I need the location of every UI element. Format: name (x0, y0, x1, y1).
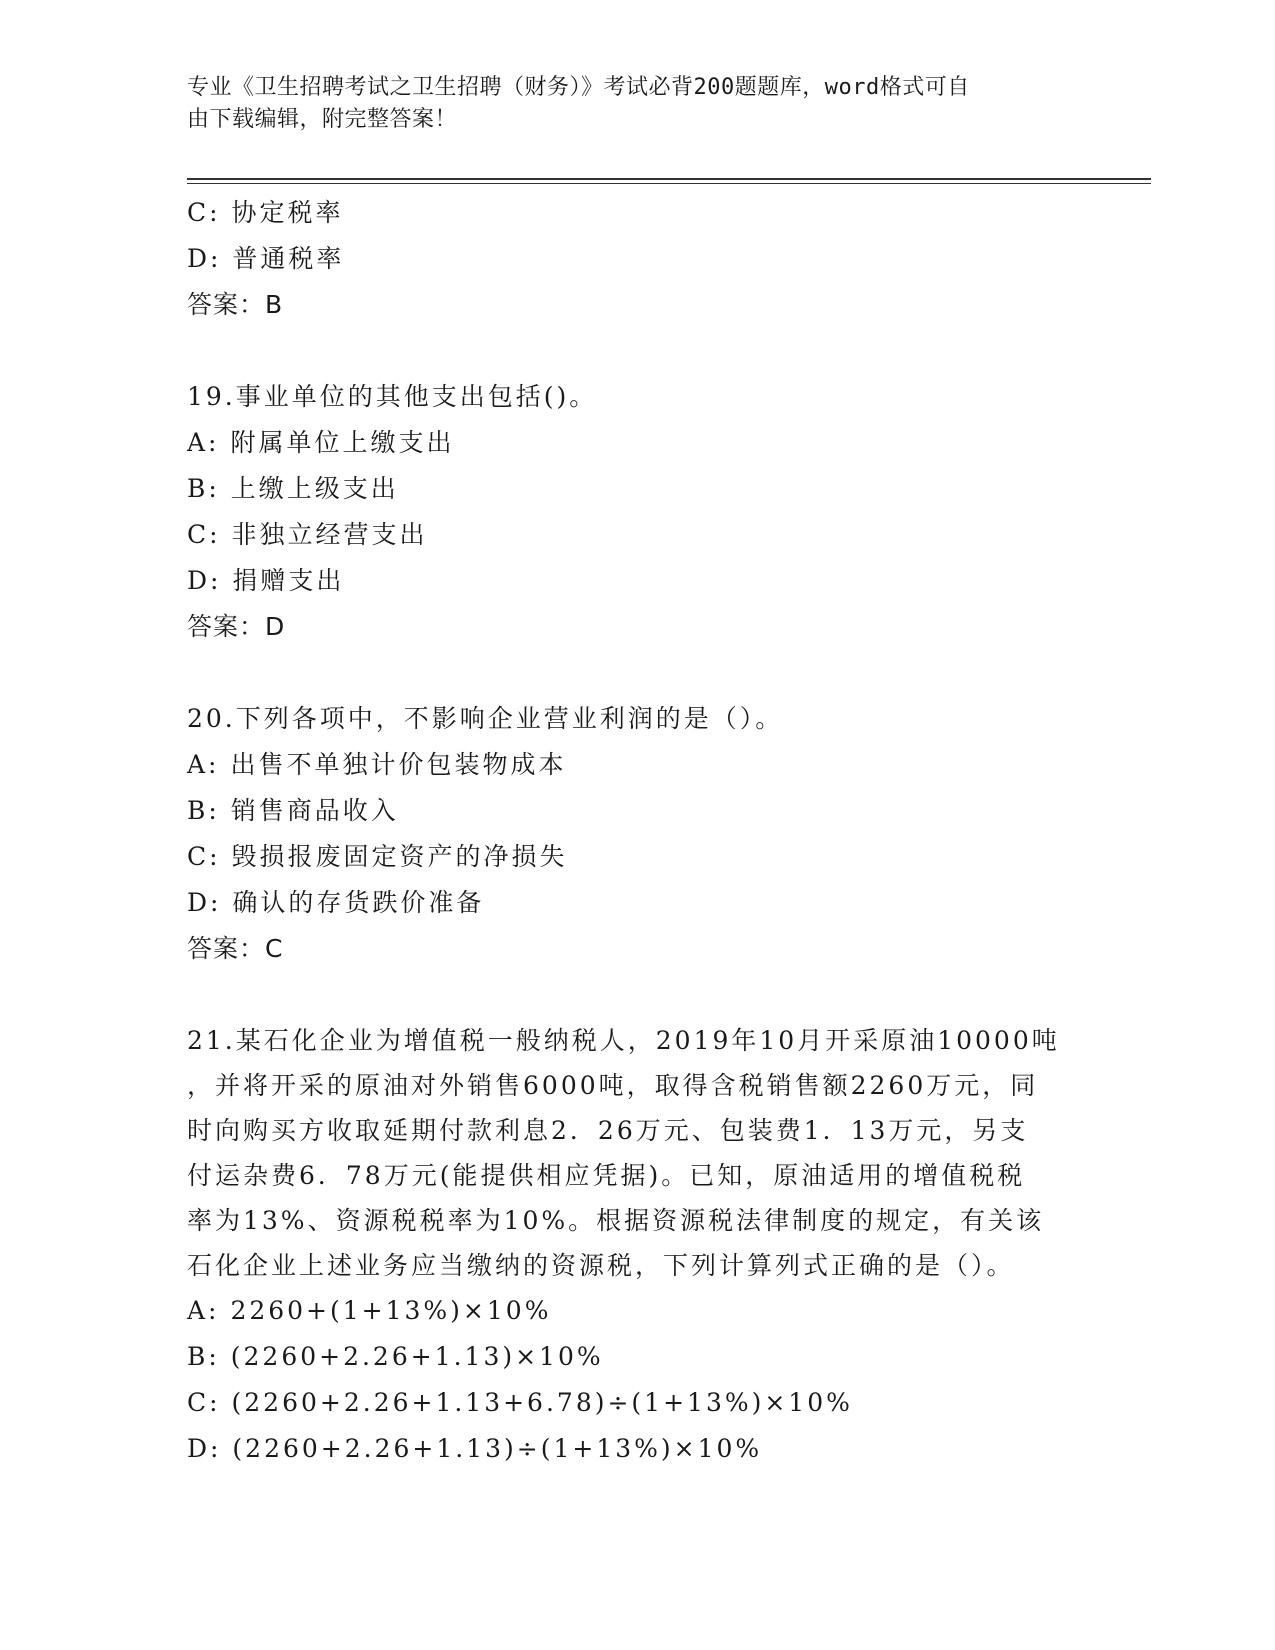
stem-line: 率为13%、资源税税率为10%。根据资源税法律制度的规定，有关该 (187, 1206, 1045, 1235)
question-19 (187, 374, 1077, 650)
stem-line: 时向购买方收取延期付款利息2．26万元、包装费1．13万元，另支 (187, 1116, 1029, 1145)
option-label: C: (187, 1388, 221, 1417)
option-label: D: (187, 1434, 222, 1463)
option-text: 2260+(1+13%)×10% (230, 1296, 552, 1325)
option-label: C: (187, 842, 221, 871)
option-c (187, 834, 1077, 880)
header-divider-thin (187, 183, 1151, 184)
option-label: D: (187, 244, 222, 273)
stem-line: 付运杂费6．78万元(能提供相应凭据)。已知，原油适用的增值税税 (187, 1161, 1026, 1190)
option-text: 捐赠支出 (232, 566, 345, 595)
spacer (187, 328, 1077, 374)
question-stem: 19.事业单位的其他支出包括()。 (187, 382, 598, 411)
option-text: (2260+2.26+1.13)×10% (230, 1342, 604, 1371)
stem-line: ，并将开采的原油对外销售6000吨，取得含税销售额2260万元，同 (187, 1071, 1039, 1100)
option-b (187, 1334, 1077, 1380)
option-label: D: (187, 888, 222, 917)
option-text: 确认的存货跌价准备 (232, 888, 485, 917)
option-label: D: (187, 566, 222, 595)
question-21 (187, 1018, 1077, 1472)
spacer (187, 650, 1077, 696)
option-text: 毁损报废固定资产的净损失 (231, 842, 568, 871)
option-text: 普通税率 (232, 244, 345, 273)
document-header (187, 72, 1067, 136)
answer-line: 答案：B (187, 290, 284, 319)
stem-line: 石化企业上述业务应当缴纳的资源税，下列计算列式正确的是（）。 (187, 1251, 1015, 1280)
header-divider-thick (187, 178, 1151, 180)
header-line-2: 由下载编辑，附完整答案！ (187, 107, 458, 132)
option-c (187, 512, 1077, 558)
question-20 (187, 696, 1077, 972)
option-text: 非独立经营支出 (231, 520, 428, 549)
option-label: C: (187, 520, 221, 549)
option-d (187, 236, 1077, 282)
option-d (187, 558, 1077, 604)
option-d (187, 880, 1077, 926)
option-c (187, 190, 1077, 236)
option-text: (2260+2.26+1.13)÷(1+13%)×10% (232, 1434, 763, 1463)
option-label: A: (187, 1296, 220, 1325)
question-stem: 20.下列各项中，不影响企业营业利润的是（）。 (187, 704, 784, 733)
option-label: B: (187, 796, 220, 825)
answer-line: 答案：C (187, 934, 284, 963)
header-line-1: 专业《卫生招聘考试之卫生招聘（财务）》考试必背200题题库，word格式可自 (187, 75, 970, 100)
option-text: 协定税率 (231, 198, 344, 227)
option-label: B: (187, 474, 220, 503)
option-b (187, 466, 1077, 512)
question-18-tail (187, 190, 1077, 328)
answer-line: 答案：D (187, 612, 286, 641)
option-text: (2260+2.26+1.13+6.78)÷(1+13%)×10% (231, 1388, 853, 1417)
option-d (187, 1426, 1077, 1472)
stem-line: 21.某石化企业为增值税一般纳税人，2019年10月开采原油10000吨 (187, 1026, 1060, 1055)
option-label: B: (187, 1342, 220, 1371)
document-body (187, 190, 1077, 1472)
option-text: 上缴上级支出 (230, 474, 399, 503)
option-label: C: (187, 198, 221, 227)
question-stem (187, 1018, 1077, 1288)
option-c (187, 1380, 1077, 1426)
option-a (187, 1288, 1077, 1334)
option-label: A: (187, 428, 220, 457)
option-label: A: (187, 750, 220, 779)
option-text: 附属单位上缴支出 (230, 428, 455, 457)
option-a (187, 420, 1077, 466)
option-text: 销售商品收入 (230, 796, 399, 825)
option-text: 出售不单独计价包装物成本 (230, 750, 567, 779)
option-a (187, 742, 1077, 788)
spacer (187, 972, 1077, 1018)
option-b (187, 788, 1077, 834)
